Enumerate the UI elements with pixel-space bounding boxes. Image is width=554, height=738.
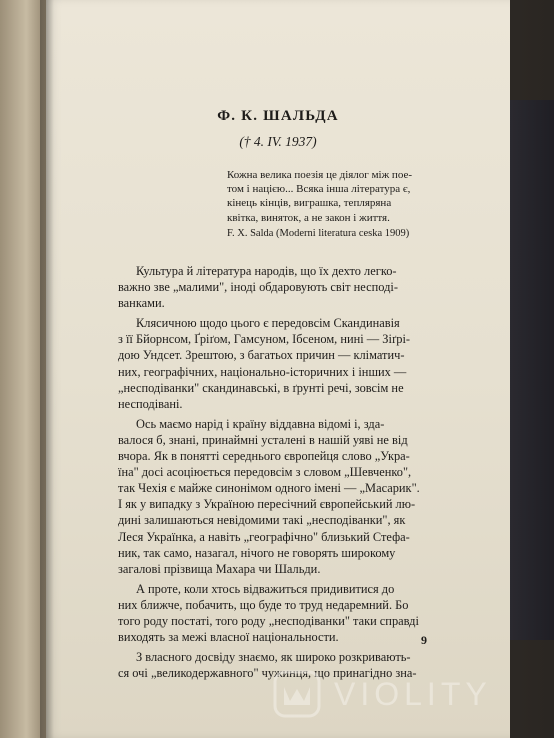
paragraph [118, 581, 454, 645]
text-line: валося б, знані, принаймні усталені в нашій уяві не від [118, 432, 408, 447]
text-line: них ближче, побачить, що буде то труд недаремний. Бо [118, 597, 409, 612]
spine-shadow [40, 0, 54, 738]
epigraph-line: том і нацією... Всяка інша література є, [227, 183, 411, 196]
death-date: († 4. IV. 1937) [239, 134, 317, 149]
text-line: з її Бйорнсом, Ґріґом, Гамсуном, Ібсеном, нині — Зіґрі- [118, 332, 411, 347]
epigraph-line: Кожна велика поезія це діялог між пое- [227, 169, 412, 181]
page-number: 9 [421, 633, 427, 647]
violity-crown-logo-icon [272, 669, 322, 719]
text-line: так Чехія є майже синонімом одного імені — „Масарик". [118, 481, 420, 496]
paragraph [118, 263, 454, 311]
text-line: Леся Українка, а навіть „географічно" близький Стефа- [118, 529, 410, 544]
epigraph-attribution: F. X. Salda (Moderni literatura ceska 1909) [227, 228, 410, 239]
epigraph-line: квітка, виняток, а не закон і життя. [227, 211, 390, 224]
text-line: Культура й література народів, що їх дехто легко- [136, 264, 397, 278]
text-line: дою Ундсет. Зрештою, з багатьох причин — кліматич- [118, 348, 405, 363]
text-line: ся очі „великодержавного" чужинця, що принагідно зна- [118, 666, 417, 681]
watermark-text: VIOLITY [334, 675, 492, 712]
epigraph [227, 168, 449, 225]
watermark [272, 666, 492, 722]
text-line: несподівані. [118, 396, 183, 411]
text-line: ник, так само, назагал, нічого не говорять широкому [118, 545, 396, 560]
text-line: загалові прізвища Махара чи Шальди. [118, 561, 321, 576]
text-line: їна" досі асоціюється передовсім з словом „Шевченко", [118, 465, 412, 480]
text-line: Клясичною щодо цього є передовсім Скандинавія [136, 316, 400, 331]
book-cover-edge [508, 100, 554, 640]
text-line: виходять за межі власної національности. [118, 630, 339, 645]
text-line: них, географічних, національно-історичних і інших — [118, 364, 407, 379]
paragraph [118, 416, 454, 577]
article-body [118, 263, 454, 685]
text-line: Ось маємо нарід і країну віддавна відомі і, зда- [136, 416, 385, 431]
text-line: „несподіванки" скандинавські, в ґрунті речі, зовсім не [118, 380, 404, 395]
epigraph-line: кінець кінців, виграшка, тепляряна [227, 197, 392, 210]
text-line: І як у випадку з Україною пересічний європейський лю- [118, 497, 416, 512]
text-line: того роду постаті, того роду „несподіванки" таки справді [118, 613, 419, 628]
text-line: З власного досвіду знаємо, як широко розкривають- [136, 650, 411, 665]
article-title: Ф. К. ШАЛЬДА [217, 108, 339, 124]
text-line: дині залишаються невідомими такі „несподіванки", як [118, 513, 406, 528]
book-page [46, 0, 510, 738]
text-line: ванками. [118, 296, 165, 311]
text-line: важно зве „малими", іноді обдаровують світ несподі- [118, 280, 398, 295]
text-line: вчора. Як в понятті середнього європейця слово „Укра- [118, 449, 410, 464]
text-line: А проте, коли хтось відважиться придивитися до [136, 581, 395, 596]
paragraph [118, 315, 454, 412]
